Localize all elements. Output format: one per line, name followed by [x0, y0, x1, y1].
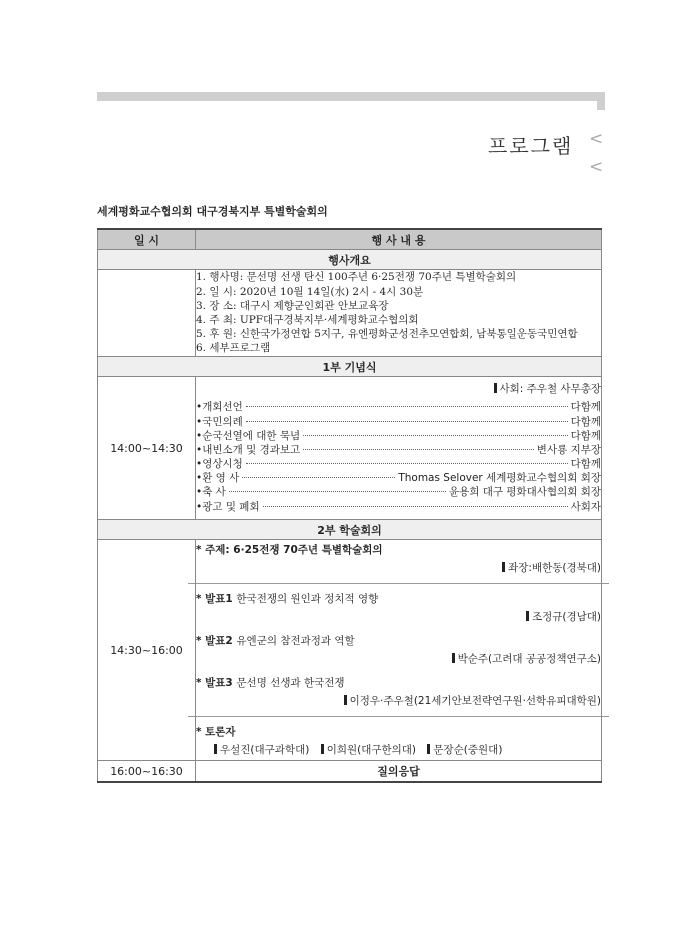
panelist: 문장순(중원대) — [427, 744, 502, 756]
overview-item: 6. 세부프로그램 — [196, 342, 271, 355]
col-header-content: 행 사 내 용 — [196, 229, 602, 250]
chevron-left-icon: < — [589, 129, 604, 149]
talk-heading: * 발표1 한국전쟁의 원인과 정치적 영향 — [196, 593, 379, 605]
table-header-row — [98, 229, 602, 250]
overview-item: 5. 후 원: 신한국가정연합 5지구, 유엔평화군성전추모연합회, 남북통일운동국민연합 — [196, 328, 578, 341]
part1-item: •축 사 윤용희 대구 평화대사협의회 회장 — [196, 486, 601, 499]
part1-item: •환 영 사 Thomas Selover 세계평화교수협의회 회장 — [196, 472, 601, 485]
final-label: 질의응답 — [196, 761, 602, 783]
part1-time: 14:00~14:30 — [98, 377, 196, 520]
panelist-list — [196, 741, 601, 759]
part1-row — [98, 377, 602, 520]
talk-heading: * 발표2 유엔군의 참전과정과 역할 — [196, 635, 355, 647]
part2-row — [98, 540, 602, 761]
panel-heading: * 토론자 — [196, 726, 236, 738]
marker-bar-icon — [344, 695, 347, 705]
col-header-time: 일 시 — [98, 229, 196, 250]
theme-heading: * 주제: 6·25전쟁 70주년 특별학술회의 — [196, 544, 383, 556]
section-part1-label: 1부 기념식 — [98, 357, 602, 377]
marker-bar-icon — [321, 744, 324, 754]
document-subtitle: 세계평화교수협의회 대구경북지부 특별학술회의 — [97, 205, 328, 218]
talk-block — [196, 674, 601, 710]
divider — [188, 583, 609, 584]
panel-block — [196, 723, 601, 759]
marker-bar-icon — [494, 383, 497, 393]
marker-bar-icon — [452, 653, 455, 663]
final-row — [98, 761, 602, 783]
final-time: 16:00~16:30 — [98, 761, 196, 783]
part1-mc: 사회: 주우철 사무총장 — [196, 382, 601, 396]
overview-time-cell — [98, 270, 196, 357]
panelist: 우설진(대구과학대) — [214, 744, 309, 756]
talk-speaker: 박순주(고려대 공공정책연구소) — [196, 650, 601, 668]
talk-block — [196, 632, 601, 668]
panelist: 이희원(대구한의대) — [321, 744, 416, 756]
overview-cell — [196, 270, 602, 357]
overview-item: 2. 일 시: 2020년 10월 14일(水) 2시 - 4시 30분 — [196, 285, 424, 298]
talk-heading: * 발표3 문선명 선생과 한국전쟁 — [196, 677, 345, 689]
header-rule-tab — [597, 92, 605, 110]
marker-bar-icon — [214, 744, 217, 754]
section-row-part2 — [98, 520, 602, 540]
part1-item: •개회선언 다함께 — [196, 401, 601, 414]
overview-item: 1. 행사명: 문선명 선생 탄신 100주년 6·25전쟁 70주년 특별학술회의 — [196, 271, 517, 284]
part1-item: •광고 및 폐회 사회자 — [196, 500, 601, 513]
chevron-left-icon: < — [589, 157, 604, 177]
section-row-part1 — [98, 357, 602, 377]
marker-bar-icon — [526, 611, 529, 621]
page-title: 프로그램 — [488, 134, 574, 158]
talk-block — [196, 590, 601, 626]
part1-item: •내빈소개 및 경과보고 변사룡 지부장 — [196, 443, 601, 456]
section-overview-label: 행사개요 — [98, 250, 602, 270]
part1-cell — [196, 377, 602, 520]
part2-cell — [196, 540, 602, 761]
part1-item: •국민의례 다함께 — [196, 415, 601, 428]
part2-time: 14:30~16:00 — [98, 540, 196, 761]
talk-speaker: 조정규(경남대) — [196, 608, 601, 626]
header-rule — [97, 92, 605, 101]
marker-bar-icon — [502, 562, 505, 572]
talk-speaker: 이정우·주우철(21세기안보전략연구원·선학유피대학원) — [196, 692, 601, 710]
overview-item: 3. 장 소: 대구시 제향군인회관 안보교육장 — [196, 299, 389, 312]
theme-block — [196, 541, 601, 577]
program-table — [97, 228, 602, 783]
marker-bar-icon — [427, 744, 430, 754]
overview-row — [98, 270, 602, 357]
section-row-overview — [98, 250, 602, 270]
part1-item: •순국선열에 대한 묵념 다함께 — [196, 429, 601, 442]
overview-item: 4. 주 최: UPF대구경북지부·세계평화교수협의회 — [196, 314, 419, 326]
theme-chair: 좌장:배한동(경북대) — [196, 559, 601, 577]
divider — [188, 716, 609, 717]
part1-item: •영상시청 다함께 — [196, 458, 601, 471]
section-part2-label: 2부 학술회의 — [98, 520, 602, 540]
